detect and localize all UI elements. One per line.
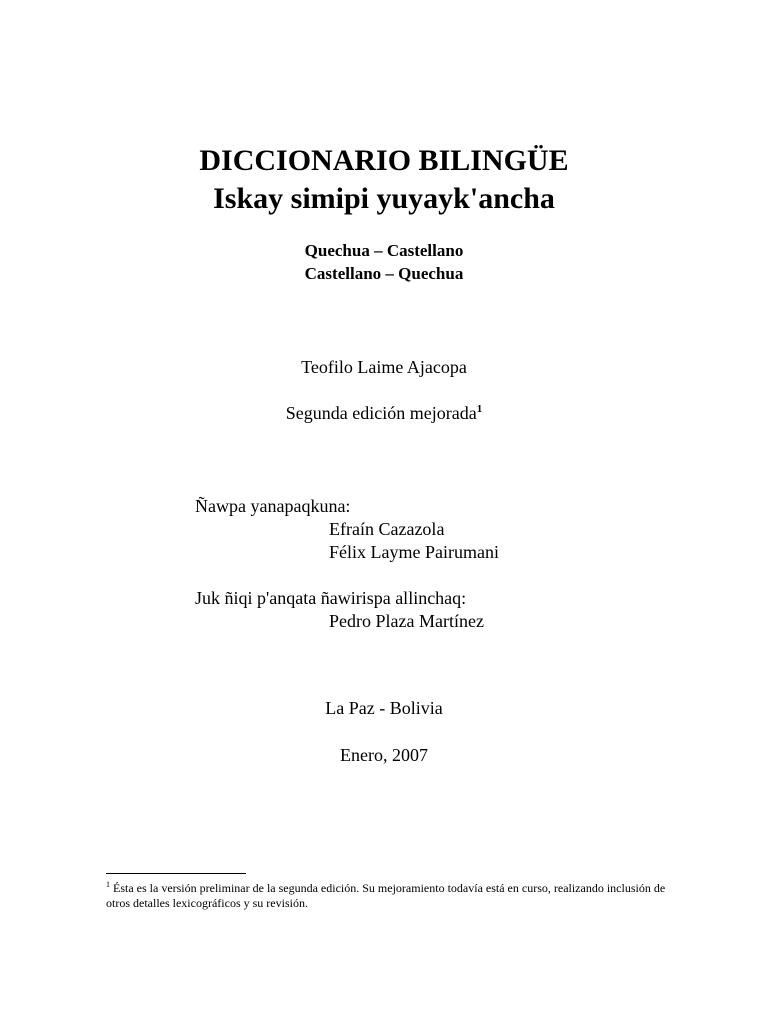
author-name: Teofilo Laime Ajacopa	[301, 357, 467, 377]
footnote-marker: 1	[106, 880, 110, 889]
footnote-reference: 1	[476, 403, 483, 415]
publication-date: Enero, 2007	[340, 745, 428, 765]
contributors-heading: Ñawpa yanapaqkuna:	[195, 496, 351, 516]
footnote-separator	[106, 873, 246, 874]
publication-place: La Paz - Bolivia	[325, 698, 443, 718]
edition-line	[0, 402, 768, 424]
language-pair-2: Castellano – Quechua	[304, 264, 464, 283]
document-subtitle: Iskay simipi yuyayk'ancha	[213, 182, 555, 215]
reviewer-name: Pedro Plaza Martínez	[329, 611, 484, 631]
document-title: DICCIONARIO BILINGÜE	[199, 144, 569, 177]
footnote	[106, 877, 666, 911]
reviewer-heading: Juk ñiqi p'anqata ñawirispa allinchaq:	[195, 588, 467, 608]
language-pair-1: Quechua – Castellano	[304, 241, 464, 260]
edition-text: Segunda edición mejorada	[285, 403, 477, 423]
footnote-text: Ésta es la versión preliminar de la segunda edición. Su mejoramiento todavía está en curso, realizando inclusión de otros detalles lexicográficos y su revisión.	[106, 881, 666, 910]
contributor-name: Félix Layme Pairumani	[329, 542, 499, 562]
contributor-name: Efraín Cazazola	[329, 519, 445, 539]
